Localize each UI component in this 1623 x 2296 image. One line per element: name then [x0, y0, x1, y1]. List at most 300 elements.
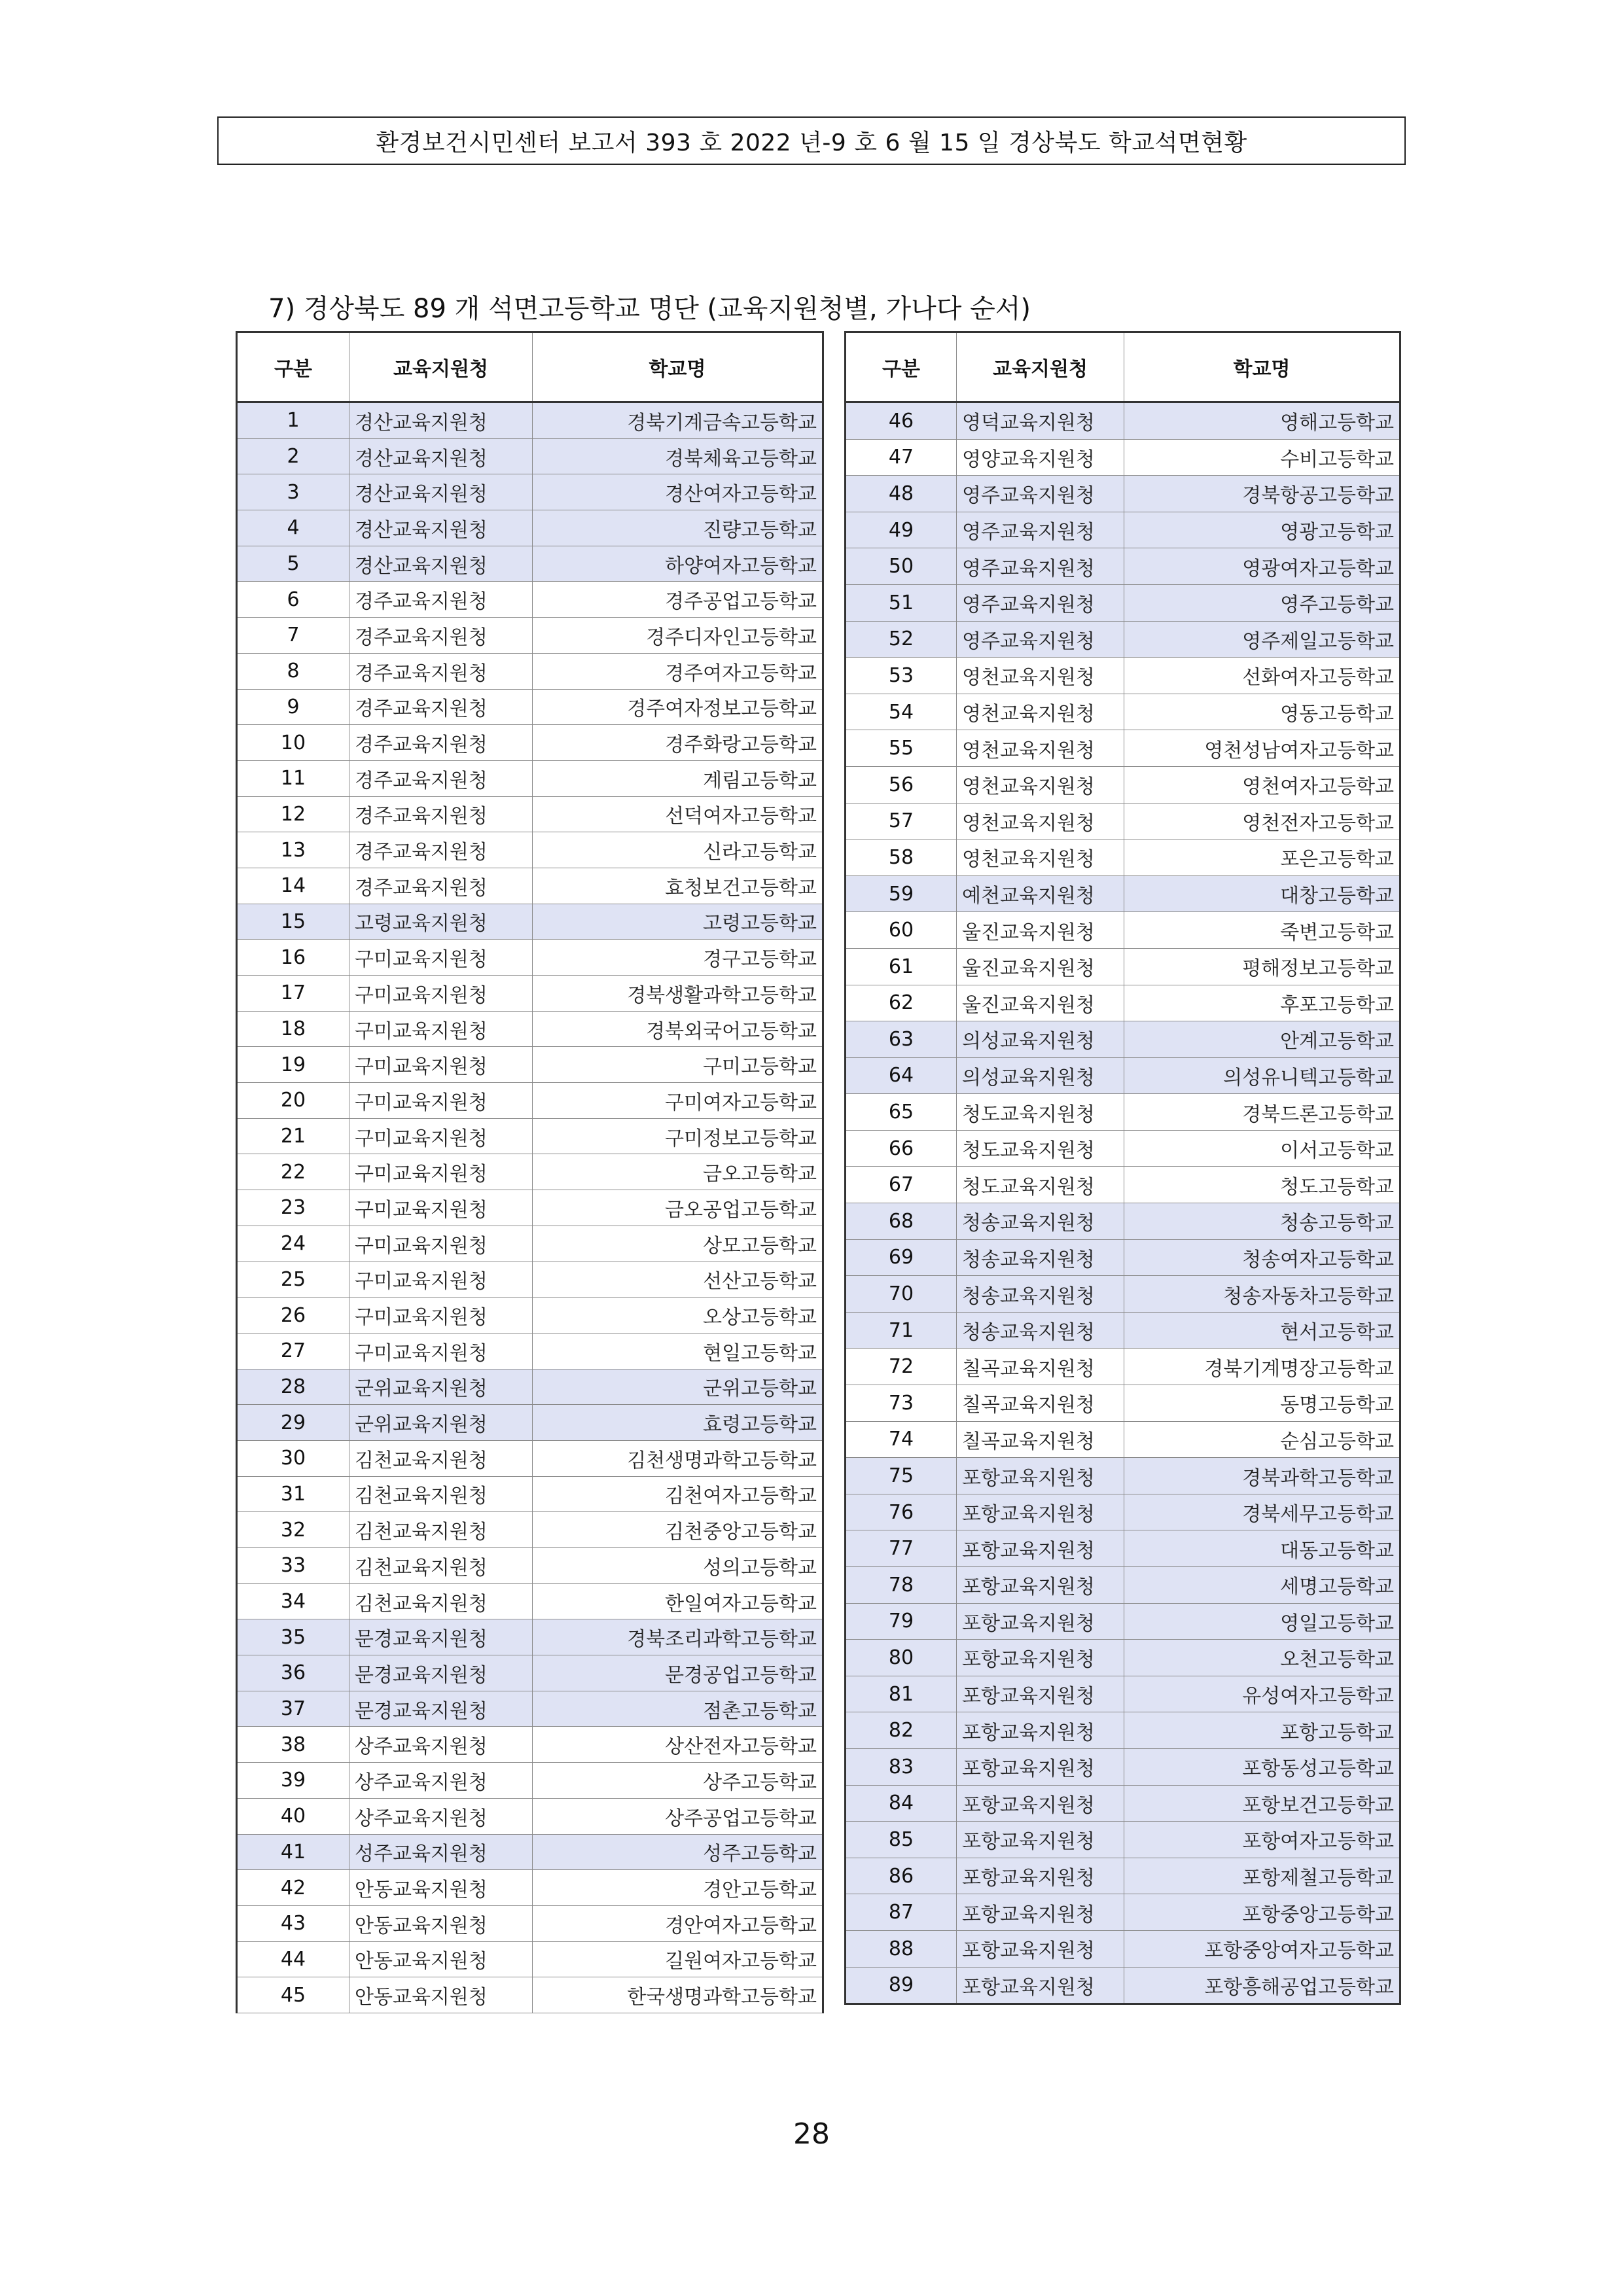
table-row: [237, 796, 823, 832]
row-office: 포항교육지원청: [957, 1894, 1124, 1931]
row-school: 점촌고등학교: [533, 1691, 823, 1727]
row-office: 김천교육지원청: [349, 1440, 533, 1476]
column-header-school: 학교명: [533, 332, 823, 402]
table-row: [237, 725, 823, 761]
row-number: 29: [237, 1405, 349, 1441]
row-number: 37: [237, 1691, 349, 1727]
row-school: 구미여자고등학교: [533, 1083, 823, 1119]
row-office: 포항교육지원청: [957, 1458, 1124, 1494]
row-number: 66: [846, 1130, 957, 1167]
row-office: 문경교육지원청: [349, 1619, 533, 1655]
row-office: 포항교육지원청: [957, 1567, 1124, 1604]
row-school: 선화여자고등학교: [1124, 658, 1400, 694]
report-header-box: [217, 116, 1406, 165]
table-row: [846, 1676, 1400, 1712]
table-row: [237, 1476, 823, 1512]
row-number: 26: [237, 1298, 349, 1333]
column-header-number: 구분: [846, 332, 957, 402]
row-number: 87: [846, 1894, 957, 1931]
row-office: 경주교육지원청: [349, 760, 533, 796]
row-school: 경북조리과학고등학교: [533, 1619, 823, 1655]
table-body-right: [846, 402, 1400, 2004]
row-school: 상산전자고등학교: [533, 1727, 823, 1763]
row-school: 영천성남여자고등학교: [1124, 730, 1400, 767]
row-number: 36: [237, 1655, 349, 1691]
table-row: [237, 1763, 823, 1799]
row-office: 군위교육지원청: [349, 1369, 533, 1405]
table-header-row: [846, 332, 1400, 402]
row-office: 구미교육지원청: [349, 1262, 533, 1298]
table-row: [846, 875, 1400, 912]
row-office: 영주교육지원청: [957, 584, 1124, 621]
table-row: [237, 1047, 823, 1083]
table-row: [237, 438, 823, 474]
row-number: 58: [846, 839, 957, 876]
row-school: 금오공업고등학교: [533, 1190, 823, 1226]
row-number: 6: [237, 582, 349, 618]
row-number: 52: [846, 621, 957, 658]
row-school: 포항보건고등학교: [1124, 1785, 1400, 1822]
row-school: 경안여자고등학교: [533, 1905, 823, 1941]
row-office: 청송교육지원청: [957, 1239, 1124, 1276]
row-number: 67: [846, 1167, 957, 1203]
row-office: 상주교육지원청: [349, 1798, 533, 1834]
row-office: 구미교육지원청: [349, 940, 533, 976]
table-row: [846, 1458, 1400, 1494]
page-number: 28: [793, 2117, 830, 2151]
row-office: 구미교육지원청: [349, 1333, 533, 1369]
table-row: [846, 1349, 1400, 1385]
school-table-right: [844, 331, 1401, 2005]
table-row: [237, 1798, 823, 1834]
table-row: [237, 582, 823, 618]
row-number: 10: [237, 725, 349, 761]
table-row: [237, 1583, 823, 1619]
row-office: 영주교육지원청: [957, 476, 1124, 512]
table-row: [237, 402, 823, 439]
table-row: [237, 1190, 823, 1226]
row-office: 포항교육지원청: [957, 1785, 1124, 1822]
row-school: 상주고등학교: [533, 1763, 823, 1799]
row-school: 청송고등학교: [1124, 1203, 1400, 1240]
row-number: 43: [237, 1905, 349, 1941]
row-office: 상주교육지원청: [349, 1763, 533, 1799]
row-office: 김천교육지원청: [349, 1548, 533, 1584]
table-row: [237, 1512, 823, 1548]
row-number: 21: [237, 1118, 349, 1154]
row-number: 72: [846, 1349, 957, 1385]
table-row: [237, 1440, 823, 1476]
table-row: [846, 1640, 1400, 1676]
row-number: 80: [846, 1640, 957, 1676]
row-office: 구미교육지원청: [349, 1047, 533, 1083]
row-office: 의성교육지원청: [957, 1021, 1124, 1058]
table-row: [237, 1226, 823, 1262]
row-number: 39: [237, 1763, 349, 1799]
row-school: 성의고등학교: [533, 1548, 823, 1584]
row-office: 경주교육지원청: [349, 868, 533, 904]
row-school: 포항동성고등학교: [1124, 1748, 1400, 1785]
row-school: 영천전자고등학교: [1124, 803, 1400, 839]
row-school: 영해고등학교: [1124, 402, 1400, 440]
row-school: 영주제일고등학교: [1124, 621, 1400, 658]
row-school: 영광여자고등학교: [1124, 548, 1400, 585]
row-number: 60: [846, 912, 957, 949]
row-office: 영덕교육지원청: [957, 402, 1124, 440]
row-school: 유성여자고등학교: [1124, 1676, 1400, 1712]
row-number: 85: [846, 1822, 957, 1858]
row-office: 영천교육지원청: [957, 658, 1124, 694]
table-row: [846, 912, 1400, 949]
row-office: 김천교육지원청: [349, 1476, 533, 1512]
row-school: 오상고등학교: [533, 1298, 823, 1333]
row-school: 경북세무고등학교: [1124, 1494, 1400, 1530]
row-office: 경산교육지원청: [349, 546, 533, 582]
row-office: 김천교육지원청: [349, 1512, 533, 1548]
row-number: 84: [846, 1785, 957, 1822]
row-number: 55: [846, 730, 957, 767]
row-office: 포항교육지원청: [957, 1930, 1124, 1967]
table-row: [846, 839, 1400, 876]
row-office: 칠곡교육지원청: [957, 1385, 1124, 1422]
table-row: [846, 1858, 1400, 1894]
row-office: 상주교육지원청: [349, 1727, 533, 1763]
table-row: [237, 1834, 823, 1870]
report-header-text: 환경보건시민센터 보고서 393 호 2022 년-9 호 6 월 15 일 경상북도 학교석면현황: [376, 129, 1247, 156]
row-office: 포항교육지원청: [957, 1530, 1124, 1567]
row-office: 포항교육지원청: [957, 1676, 1124, 1712]
row-number: 68: [846, 1203, 957, 1240]
row-office: 포항교육지원청: [957, 1640, 1124, 1676]
table-row: [846, 1822, 1400, 1858]
row-number: 46: [846, 402, 957, 440]
row-office: 영천교육지원청: [957, 766, 1124, 803]
row-number: 2: [237, 438, 349, 474]
table-row: [237, 904, 823, 940]
row-office: 울진교육지원청: [957, 948, 1124, 985]
table-row: [846, 1530, 1400, 1567]
row-office: 경주교육지원청: [349, 796, 533, 832]
row-office: 청도교육지원청: [957, 1094, 1124, 1131]
row-school: 성주고등학교: [533, 1834, 823, 1870]
row-number: 88: [846, 1930, 957, 1967]
row-office: 경주교육지원청: [349, 618, 533, 654]
row-school: 경주여자정보고등학교: [533, 689, 823, 725]
table-row: [846, 1057, 1400, 1094]
row-office: 포항교육지원청: [957, 1967, 1124, 2004]
row-school: 김천생명과학고등학교: [533, 1440, 823, 1476]
row-office: 경주교육지원청: [349, 832, 533, 868]
row-school: 순심고등학교: [1124, 1421, 1400, 1458]
row-number: 11: [237, 760, 349, 796]
table-row: [846, 1894, 1400, 1931]
table-row: [237, 1905, 823, 1941]
row-office: 청송교육지원청: [957, 1203, 1124, 1240]
row-office: 포항교육지원청: [957, 1494, 1124, 1530]
table-row: [237, 1333, 823, 1369]
row-school: 포항중앙여자고등학교: [1124, 1930, 1400, 1967]
row-school: 선덕여자고등학교: [533, 796, 823, 832]
row-number: 40: [237, 1798, 349, 1834]
row-number: 53: [846, 658, 957, 694]
row-school: 하양여자고등학교: [533, 546, 823, 582]
row-school: 포항여자고등학교: [1124, 1822, 1400, 1858]
row-number: 20: [237, 1083, 349, 1119]
table-row: [237, 1619, 823, 1655]
row-number: 18: [237, 1011, 349, 1047]
table-row: [237, 1941, 823, 1977]
row-school: 오천고등학교: [1124, 1640, 1400, 1676]
row-number: 64: [846, 1057, 957, 1094]
column-header-school: 학교명: [1124, 332, 1400, 402]
table-row: [846, 1239, 1400, 1276]
row-office: 고령교육지원청: [349, 904, 533, 940]
row-number: 8: [237, 653, 349, 689]
row-school: 경구고등학교: [533, 940, 823, 976]
row-school: 김천중앙고등학교: [533, 1512, 823, 1548]
row-office: 경산교육지원청: [349, 510, 533, 546]
row-office: 구미교육지원청: [349, 1226, 533, 1262]
row-number: 31: [237, 1476, 349, 1512]
row-number: 69: [846, 1239, 957, 1276]
row-office: 경산교육지원청: [349, 474, 533, 510]
table-row: [237, 546, 823, 582]
row-number: 50: [846, 548, 957, 585]
row-office: 구미교육지원청: [349, 1083, 533, 1119]
row-office: 구미교육지원청: [349, 1190, 533, 1226]
table-row: [846, 621, 1400, 658]
row-number: 30: [237, 1440, 349, 1476]
table-row: [846, 1167, 1400, 1203]
row-number: 4: [237, 510, 349, 546]
row-number: 79: [846, 1603, 957, 1640]
row-school: 영동고등학교: [1124, 694, 1400, 730]
table-row: [846, 730, 1400, 767]
row-number: 12: [237, 796, 349, 832]
row-number: 75: [846, 1458, 957, 1494]
row-number: 81: [846, 1676, 957, 1712]
table-row: [237, 1548, 823, 1584]
row-office: 안동교육지원청: [349, 1941, 533, 1977]
row-number: 89: [846, 1967, 957, 2004]
section-title: 7) 경상북도 89 개 석면고등학교 명단 (교육지원청별, 가나다 순서): [268, 294, 1031, 324]
row-number: 7: [237, 618, 349, 654]
row-school: 한국생명과학고등학교: [533, 1977, 823, 2013]
row-school: 이서고등학교: [1124, 1130, 1400, 1167]
row-office: 영주교육지원청: [957, 512, 1124, 548]
row-number: 45: [237, 1977, 349, 2013]
row-school: 포항제철고등학교: [1124, 1858, 1400, 1894]
row-number: 28: [237, 1369, 349, 1405]
table-row: [846, 1094, 1400, 1131]
row-number: 5: [237, 546, 349, 582]
row-office: 영천교육지원청: [957, 730, 1124, 767]
row-office: 칠곡교육지원청: [957, 1421, 1124, 1458]
table-row: [846, 1494, 1400, 1530]
table-row: [237, 1262, 823, 1298]
row-office: 포항교육지원청: [957, 1603, 1124, 1640]
row-number: 65: [846, 1094, 957, 1131]
row-school: 영천여자고등학교: [1124, 766, 1400, 803]
table-row: [846, 948, 1400, 985]
row-number: 48: [846, 476, 957, 512]
row-school: 계림고등학교: [533, 760, 823, 796]
row-school: 김천여자고등학교: [533, 1476, 823, 1512]
table-row: [237, 689, 823, 725]
row-number: 42: [237, 1870, 349, 1906]
table-row: [237, 832, 823, 868]
row-office: 포항교육지원청: [957, 1858, 1124, 1894]
table-row: [846, 1385, 1400, 1422]
row-school: 안계고등학교: [1124, 1021, 1400, 1058]
row-school: 대창고등학교: [1124, 875, 1400, 912]
table-row: [846, 1567, 1400, 1604]
row-school: 의성유니텍고등학교: [1124, 1057, 1400, 1094]
table-row: [846, 1785, 1400, 1822]
column-header-office: 교육지원청: [349, 332, 533, 402]
row-number: 16: [237, 940, 349, 976]
row-office: 의성교육지원청: [957, 1057, 1124, 1094]
row-school: 한일여자고등학교: [533, 1583, 823, 1619]
table-row: [846, 1967, 1400, 2004]
row-office: 구미교육지원청: [349, 1118, 533, 1154]
row-school: 선산고등학교: [533, 1262, 823, 1298]
row-office: 칠곡교육지원청: [957, 1349, 1124, 1385]
row-school: 진량고등학교: [533, 510, 823, 546]
table-row: [846, 402, 1400, 440]
row-number: 38: [237, 1727, 349, 1763]
table-row: [846, 766, 1400, 803]
table-row: [846, 1930, 1400, 1967]
row-office: 포항교육지원청: [957, 1748, 1124, 1785]
row-number: 56: [846, 766, 957, 803]
table-row: [846, 1712, 1400, 1749]
row-school: 대동고등학교: [1124, 1530, 1400, 1567]
row-number: 61: [846, 948, 957, 985]
row-number: 17: [237, 976, 349, 1012]
row-school: 신라고등학교: [533, 832, 823, 868]
row-school: 포항중앙고등학교: [1124, 1894, 1400, 1931]
table-row: [237, 653, 823, 689]
row-number: 49: [846, 512, 957, 548]
table-row: [846, 1748, 1400, 1785]
row-school: 영광고등학교: [1124, 512, 1400, 548]
row-school: 군위고등학교: [533, 1369, 823, 1405]
row-school: 경북생활과학고등학교: [533, 976, 823, 1012]
table-row: [846, 512, 1400, 548]
row-school: 영일고등학교: [1124, 1603, 1400, 1640]
row-school: 경주공업고등학교: [533, 582, 823, 618]
row-office: 포항교육지원청: [957, 1822, 1124, 1858]
row-school: 청도고등학교: [1124, 1167, 1400, 1203]
row-office: 예천교육지원청: [957, 875, 1124, 912]
row-office: 포항교육지원청: [957, 1712, 1124, 1749]
row-school: 후포고등학교: [1124, 985, 1400, 1021]
row-school: 경북드론고등학교: [1124, 1094, 1400, 1131]
row-school: 청송자동차고등학교: [1124, 1276, 1400, 1313]
row-number: 77: [846, 1530, 957, 1567]
row-number: 32: [237, 1512, 349, 1548]
table-row: [237, 1011, 823, 1047]
row-school: 효령고등학교: [533, 1405, 823, 1441]
row-school: 길원여자고등학교: [533, 1941, 823, 1977]
table-row: [237, 760, 823, 796]
row-school: 상모고등학교: [533, 1226, 823, 1262]
row-office: 청도교육지원청: [957, 1130, 1124, 1167]
table-row: [846, 548, 1400, 585]
row-school: 금오고등학교: [533, 1154, 823, 1190]
row-number: 33: [237, 1548, 349, 1584]
row-school: 구미정보고등학교: [533, 1118, 823, 1154]
table-row: [237, 1691, 823, 1727]
row-number: 62: [846, 985, 957, 1021]
row-number: 3: [237, 474, 349, 510]
table-row: [846, 803, 1400, 839]
row-number: 76: [846, 1494, 957, 1530]
table-row: [846, 985, 1400, 1021]
row-number: 83: [846, 1748, 957, 1785]
row-office: 문경교육지원청: [349, 1691, 533, 1727]
row-school: 수비고등학교: [1124, 439, 1400, 476]
row-office: 영양교육지원청: [957, 439, 1124, 476]
row-number: 15: [237, 904, 349, 940]
table-row: [846, 1130, 1400, 1167]
column-header-number: 구분: [237, 332, 349, 402]
column-header-office: 교육지원청: [957, 332, 1124, 402]
table-row: [846, 1603, 1400, 1640]
row-school: 고령고등학교: [533, 904, 823, 940]
row-office: 경주교육지원청: [349, 582, 533, 618]
row-school: 현서고등학교: [1124, 1312, 1400, 1349]
row-office: 안동교육지원청: [349, 1870, 533, 1906]
row-school: 효청보건고등학교: [533, 868, 823, 904]
table-row: [237, 618, 823, 654]
row-number: 51: [846, 584, 957, 621]
row-office: 경주교육지원청: [349, 689, 533, 725]
row-school: 포항흥해공업고등학교: [1124, 1967, 1400, 2004]
table-row: [846, 1021, 1400, 1058]
row-number: 35: [237, 1619, 349, 1655]
table-row: [237, 1655, 823, 1691]
row-office: 영천교육지원청: [957, 694, 1124, 730]
row-number: 44: [237, 1941, 349, 1977]
row-school: 세명고등학교: [1124, 1567, 1400, 1604]
row-office: 군위교육지원청: [349, 1405, 533, 1441]
row-office: 영주교육지원청: [957, 621, 1124, 658]
table-row: [237, 940, 823, 976]
row-school: 경안고등학교: [533, 1870, 823, 1906]
row-office: 안동교육지원청: [349, 1905, 533, 1941]
row-number: 27: [237, 1333, 349, 1369]
row-school: 경북과학고등학교: [1124, 1458, 1400, 1494]
row-number: 54: [846, 694, 957, 730]
row-office: 영주교육지원청: [957, 548, 1124, 585]
row-school: 경북체육고등학교: [533, 438, 823, 474]
row-number: 71: [846, 1312, 957, 1349]
table-row: [846, 1421, 1400, 1458]
table-row: [846, 658, 1400, 694]
row-number: 13: [237, 832, 349, 868]
row-school: 경주화랑고등학교: [533, 725, 823, 761]
table-body-left: [237, 402, 823, 2013]
row-number: 24: [237, 1226, 349, 1262]
row-office: 경산교육지원청: [349, 438, 533, 474]
row-number: 22: [237, 1154, 349, 1190]
row-school: 경주여자고등학교: [533, 653, 823, 689]
row-number: 74: [846, 1421, 957, 1458]
table-row: [237, 1154, 823, 1190]
row-number: 41: [237, 1834, 349, 1870]
